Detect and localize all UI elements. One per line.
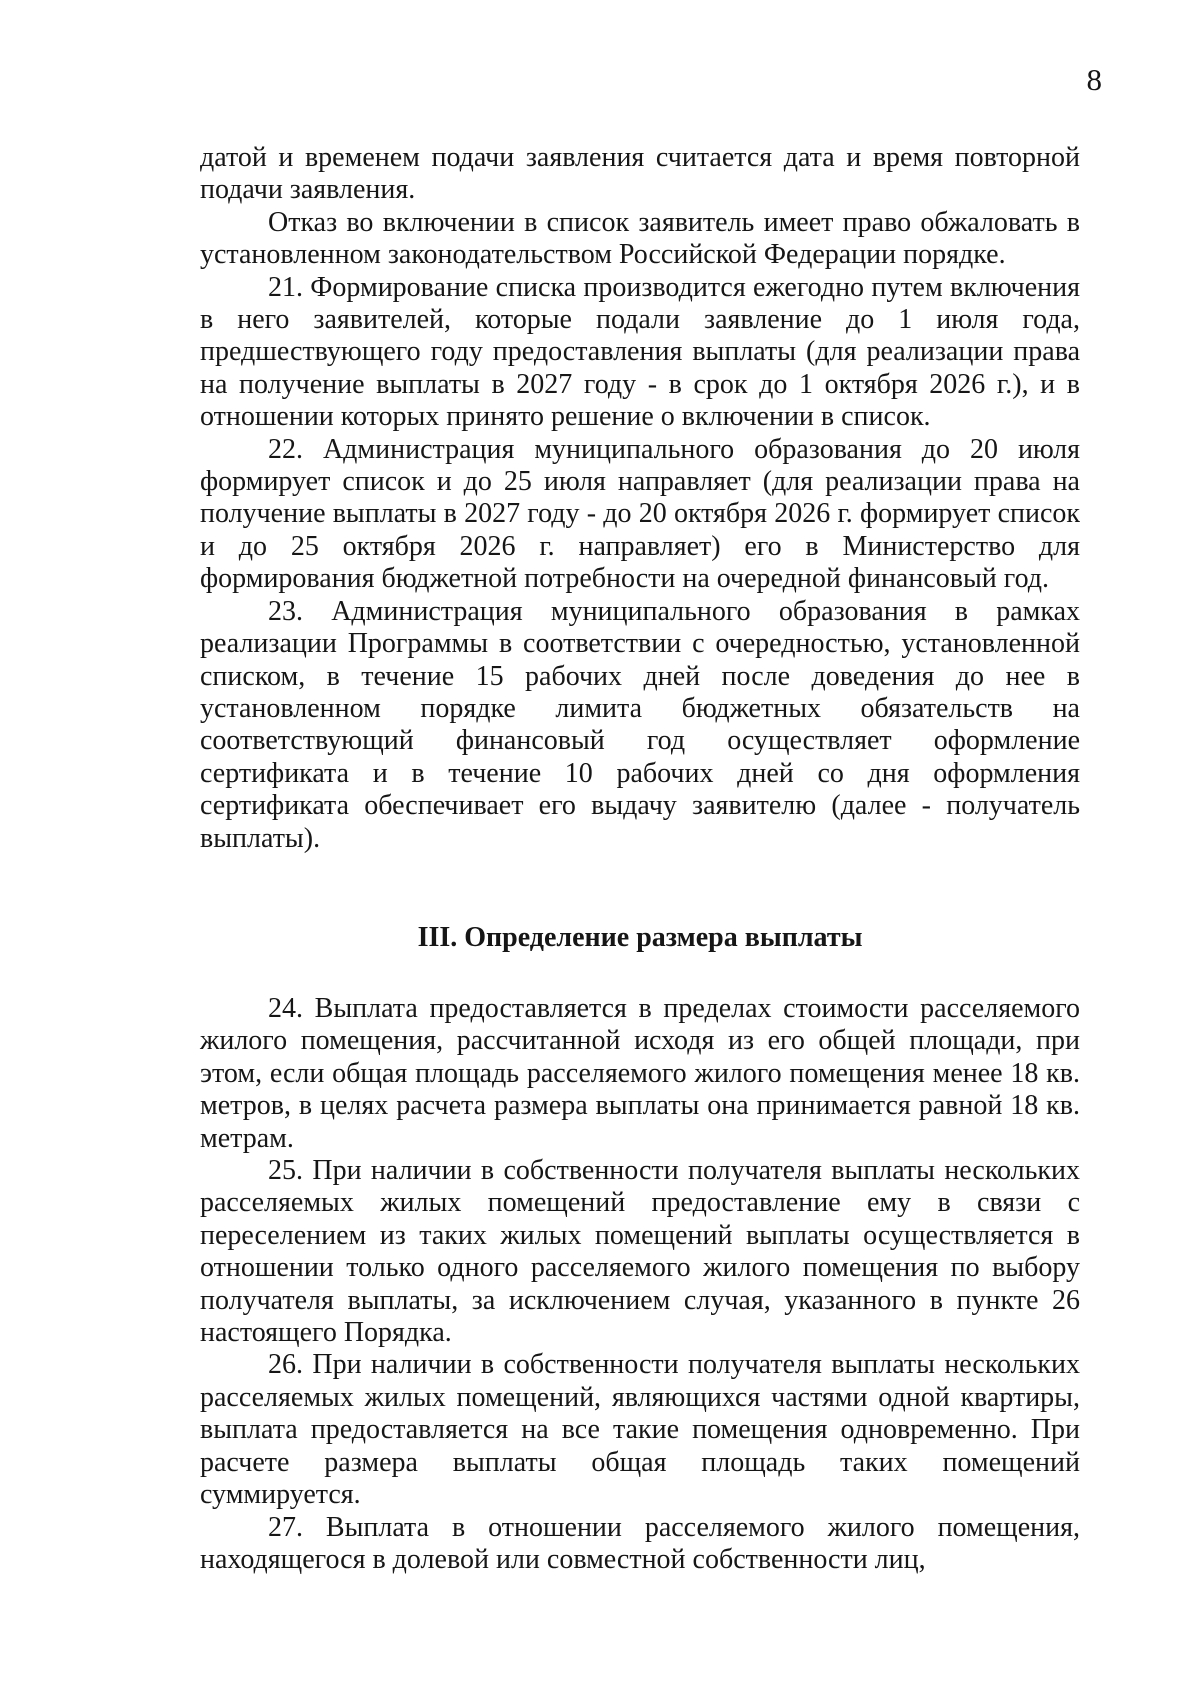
paragraph-24: 24. Выплата предоставляется в пределах стоимости расселяемого жилого помещения, рассчитанной исходя из его общей площади, при этом, если общая площадь расселяемого жилого помещения менее 18 кв. метров, в целях расчета размера выплаты она принимается равной 18 кв. метрам. [200,993,1080,1154]
section-heading: III. Определение размера выплаты [417,922,863,953]
paragraph-26: 26. При наличии в собственности получателя выплаты нескольких расселяемых жилых помещений, являющихся частями одной квартиры, выплата предоставляется на все такие помещения одновременно. При расчете размера выплаты общая площадь таких помещений суммируется. [200,1349,1080,1511]
paragraph-27: 27. Выплата в отношении расселяемого жилого помещения, находящегося в долевой или совместной собственности лиц, [200,1511,1080,1575]
text-block-bottom [200,993,1080,1576]
text-block-top [200,142,1080,855]
paragraph-23: 23. Администрация муниципального образования в рамках реализации Программы в соответствии с очередностью, установленной списком, в течение 15 рабочих дней после доведения до нее в установленном порядке лимита бюджетных обязательств на соответствующий финансовый год осуществляет оформление сертификата и в течение 10 рабочих дней со дня оформления сертификата обеспечивает его выдачу заявителю (далее - получатель выплаты). [200,595,1080,854]
paragraph-refusal-appeal: Отказ во включении в список заявитель имеет право обжаловать в установленном законодательством Российской Федерации порядке. [200,206,1080,271]
paragraph-continuation: датой и временем подачи заявления считается дата и время повторной подачи заявления. [200,142,1080,206]
paragraph-25: 25. При наличии в собственности получателя выплаты нескольких расселяемых жилых помещений предоставление ему в связи с переселением из таких жилых помещений выплаты осуществляется в отношении только одного расселяемого жилого помещения по выбору получателя выплаты, за исключением случая, указанного в пункте 26 настоящего Порядка. [200,1155,1080,1349]
paragraph-22: 22. Администрация муниципального образования до 20 июля формирует список и до 25 июля направляет (для реализации права на получение выплаты в 2027 году - до 20 октября 2026 г. формирует список и до 25 октября 2026 г. направляет) его в Министерство для формирования бюджетной потребности на очередной финансовый год. [200,433,1080,595]
page-number: 8 [1086,62,1102,97]
paragraph-21: 21. Формирование списка производится ежегодно путем включения в него заявителей, которые подали заявление до 1 июля года, предшествующего году предоставления выплаты (для реализации права на получение выплаты в 2027 году - в срок до 1 октября 2026 г.), и в отношении которых принято решение о включении в список. [200,271,1080,433]
